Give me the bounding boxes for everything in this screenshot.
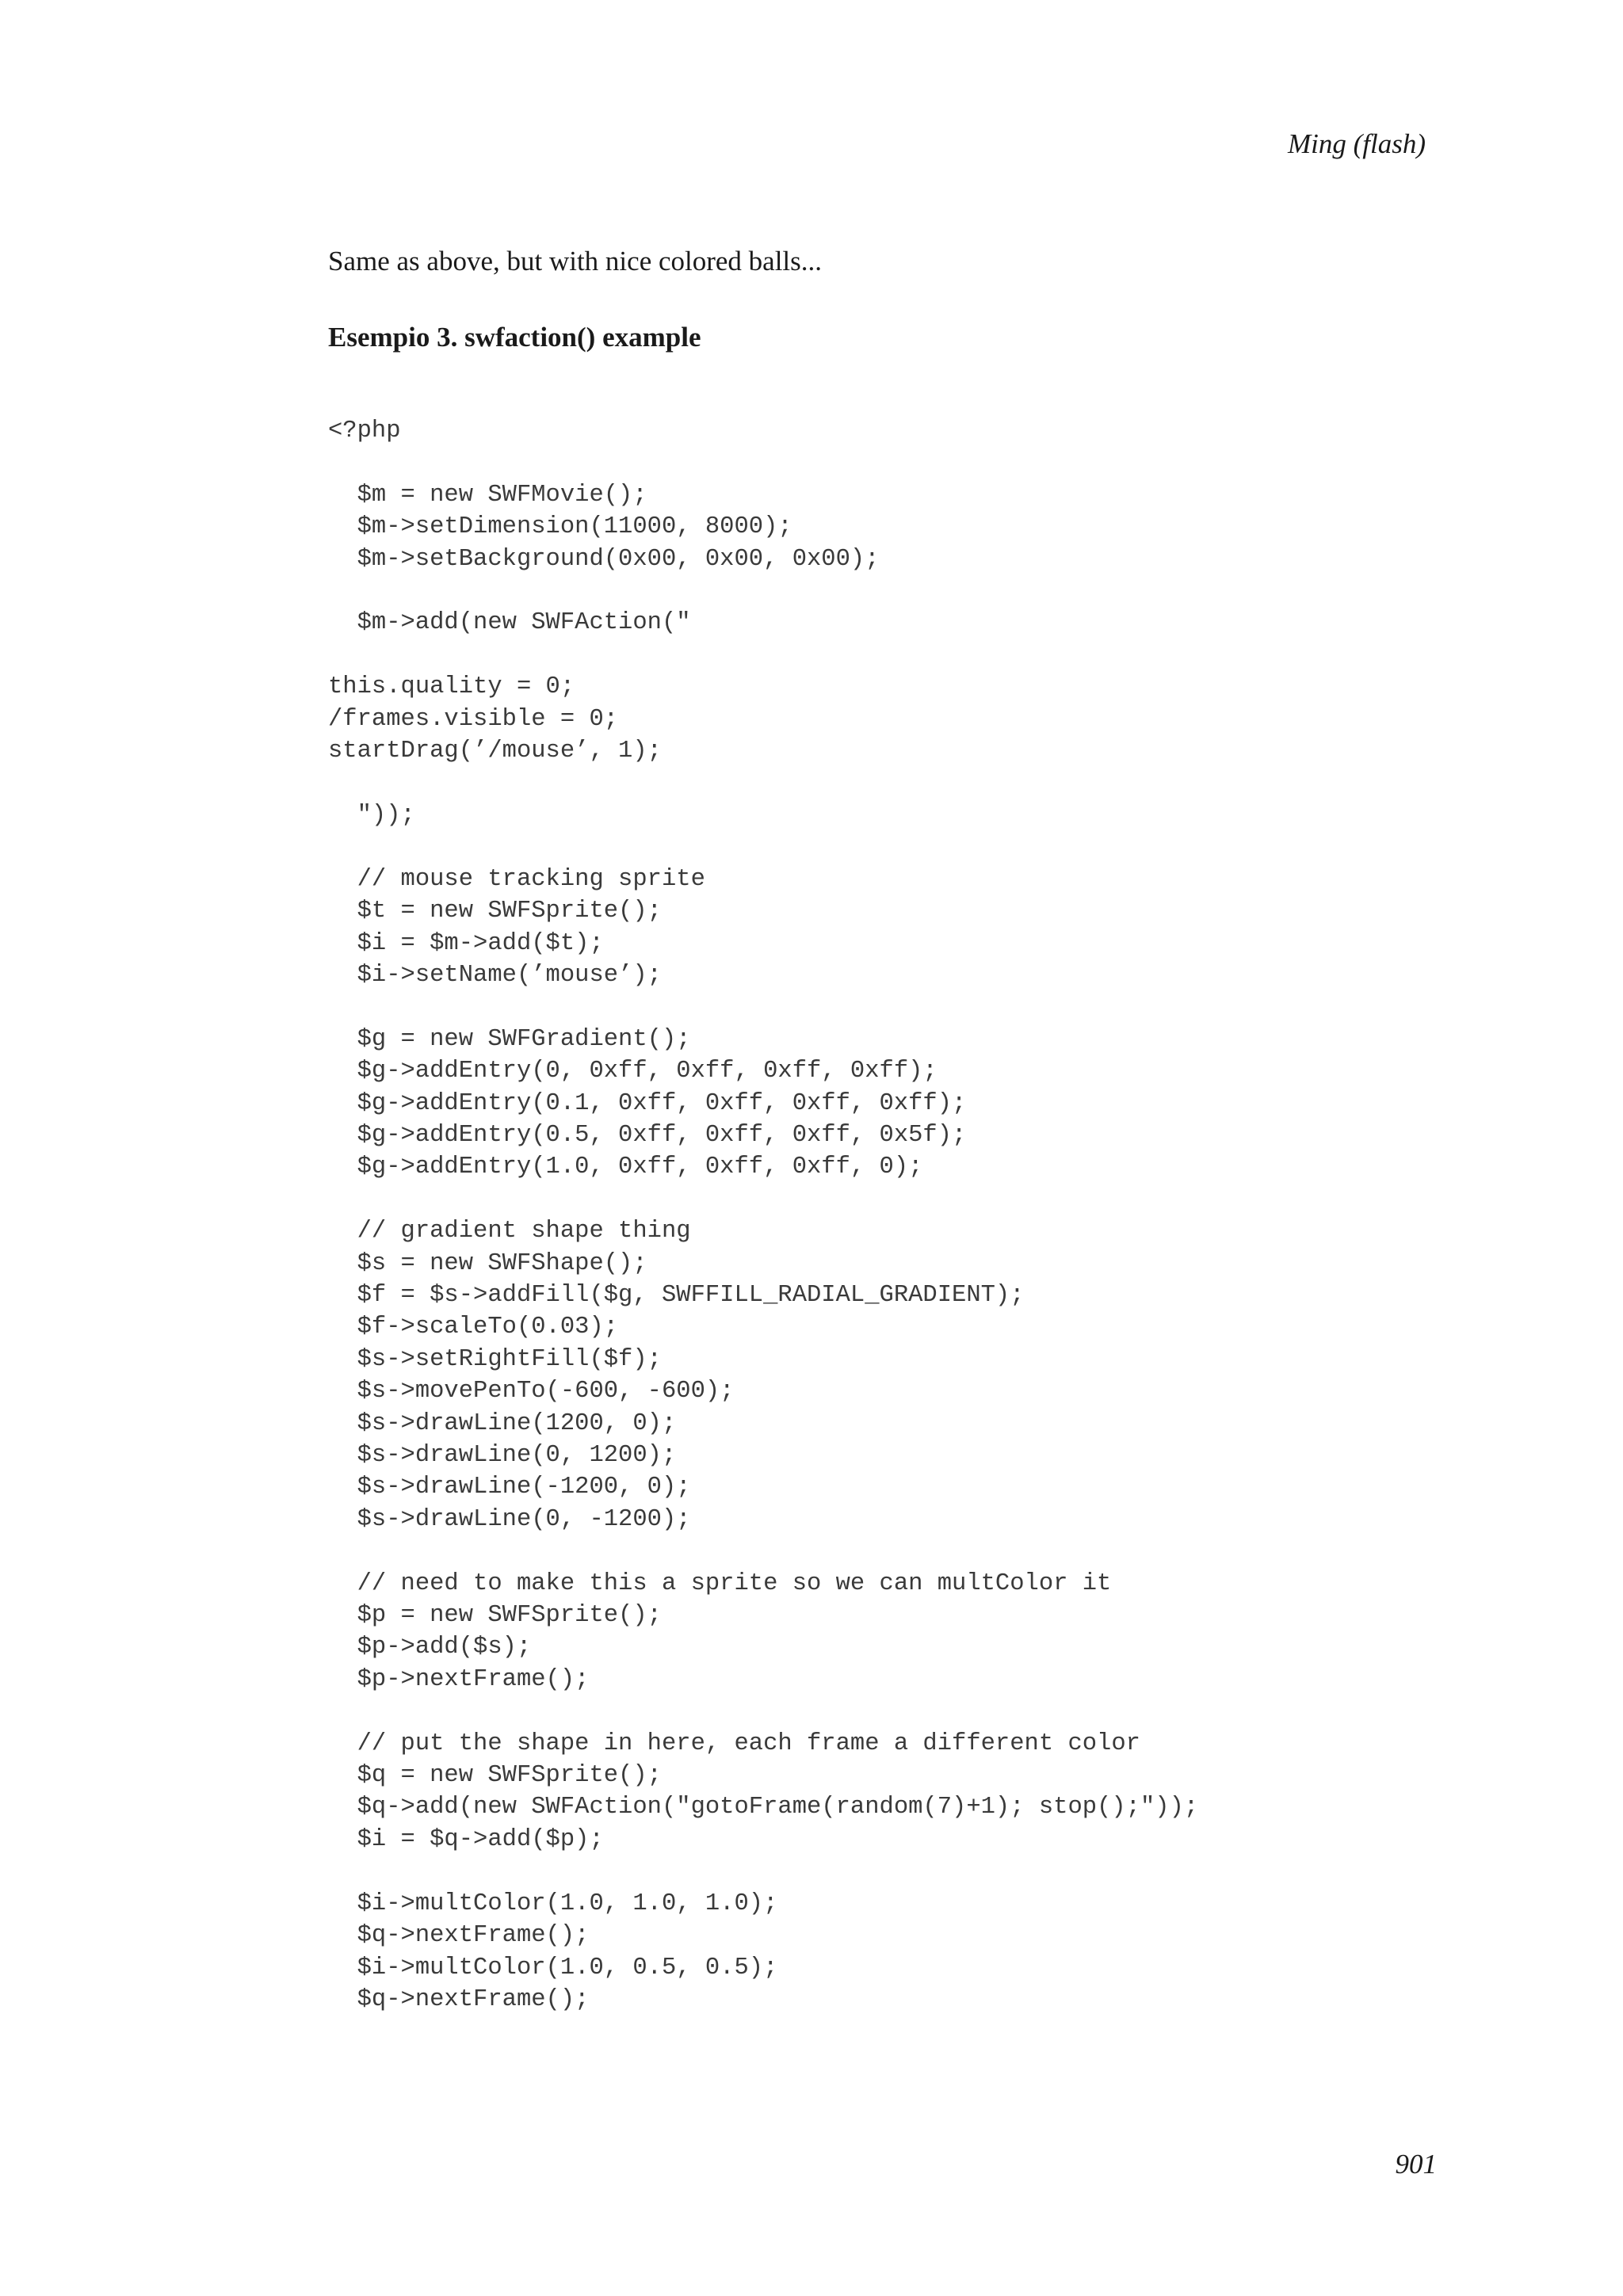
- running-header: Ming (flash): [1287, 128, 1426, 159]
- intro-paragraph: Same as above, but with nice colored balls...: [328, 246, 823, 277]
- code-listing: <?php $m = new SWFMovie(); $m->setDimension(11000, 8000); $m->setBackground(0x00, 0x00, 0x00); $m->add(new SWFAction(" this.quality = 0; /frames.visible = 0; startDrag(’/mouse’, 1); ")); // mouse tracking sprite $t = new SWFSprite(); $i = $m->add($t); $i->setName(’mouse’); $g = new SWFGradient(); $g->addEntry(0, 0xff, 0xff, 0xff, 0xff); $g->addEntry(0.1, 0xff, 0xff, 0xff, 0xff); $g->addEntry(0.5, 0xff, 0xff, 0xff, 0x5f); $g->addEntry(1.0, 0xff, 0xff, 0xff, 0); // gradient shape thing $s = new SWFShape(); $f = $s->addFill($g, SWFFILL_RADIAL_GRADIENT); $f->scaleTo(0.03); $s->setRightFill($f); $s->movePenTo(-600, -600); $s->drawLine(1200, 0); $s->drawLine(0, 1200); $s->drawLine(-1200, 0); $s->drawLine(0, -1200); // need to make this a sprite so we can multColor it $p = new SWFSprite(); $p->add($s); $p->nextFrame(); // put the shape in here, each frame a different color $q = new SWFSprite(); $q->add(new SWFAction("gotoFrame(random(7)+1); stop();")); $i = $q->add($p); $i->multColor(1.0, 1.0, 1.0); $q->nextFrame(); $i->multColor(1.0, 0.5, 0.5); $q->nextFrame();: [328, 418, 1199, 2013]
- example-title: Esempio 3. swfaction() example: [328, 322, 701, 353]
- page-number: 901: [1395, 2149, 1437, 2180]
